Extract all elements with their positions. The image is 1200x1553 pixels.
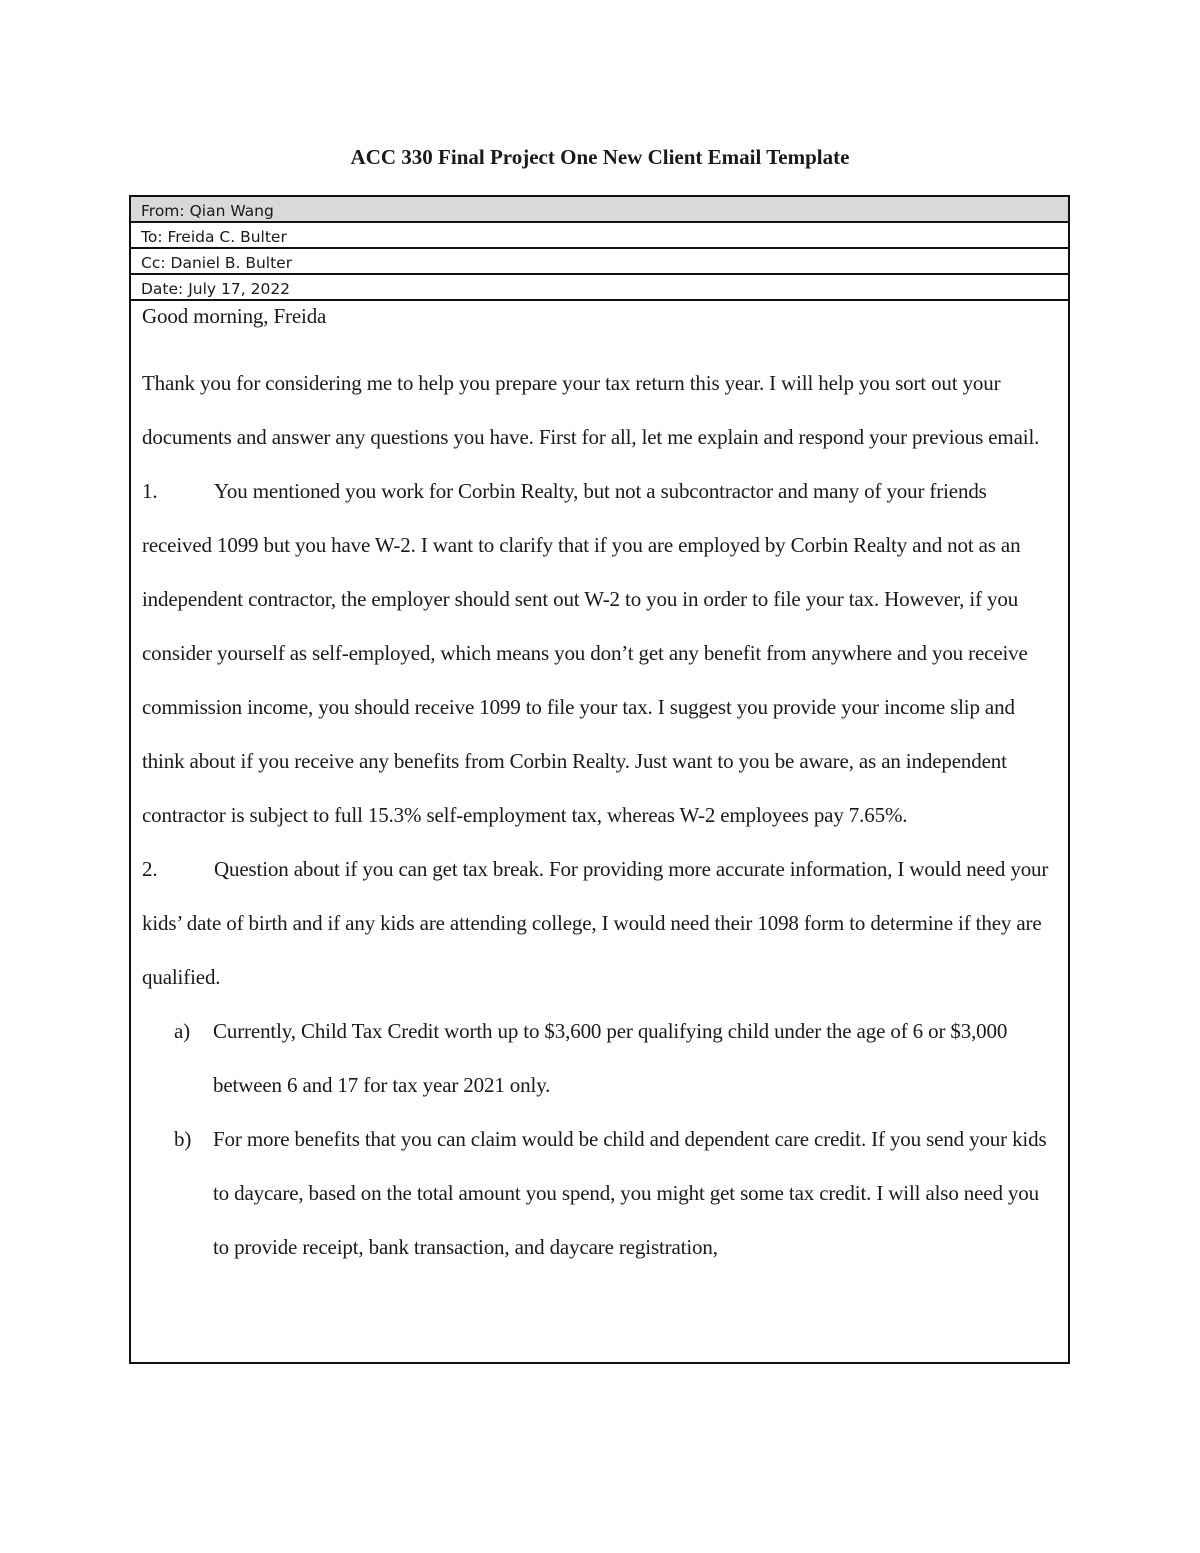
date-label: Date: [141, 280, 184, 298]
sub-item [142, 1112, 1058, 1274]
sub-item-letter: b) [174, 1127, 192, 1151]
to-row [131, 223, 1068, 249]
item-text: Question about if you can get tax break. For providing more accurate information, I would need your kids’ date of birth and if any kids are attending college, I would need their 1098 form to determine if they are qualified. [142, 857, 1049, 989]
date-row [131, 275, 1068, 301]
from-value: Qian Wang [189, 202, 274, 220]
to-label: To: [141, 228, 163, 246]
sub-item-text: For more benefits that you can claim would be child and dependent care credit. If you send your kids to daycare, based on the total amount you spend, you might get some tax credit. I will also need you to provide receipt, bank transaction, and daycare registration, [213, 1127, 1047, 1259]
cc-row [131, 249, 1068, 275]
email-template-table [129, 195, 1070, 1364]
item-number: 1. [142, 479, 158, 503]
sub-item-letter: a) [174, 1019, 191, 1043]
from-label: From: [141, 202, 185, 220]
to-value: Freida C. Bulter [167, 228, 287, 246]
date-value: July 17, 2022 [188, 280, 291, 298]
from-row [131, 197, 1068, 223]
greeting: Good morning, Freida [142, 304, 327, 328]
item-text: You mentioned you work for Corbin Realty, but not a subcontractor and many of your friends received 1099 but you have W-2. I want to clarify that if you are employed by Corbin Realty and not as an independent contractor, the employer should sent out W-2 to you in order to file your tax. However, if you consider yourself as self-employed, which means you don’t get any benefit from anywhere and you receive commission income, you should receive 1099 to file your tax. I suggest you provide your income slip and think about if you receive any benefits from Corbin Realty. Just want to you be aware, as an independent contractor is subject to full 15.3% self-employment tax, whereas W-2 employees pay 7.65%. [142, 479, 1028, 827]
intro-paragraph: Thank you for considering me to help you prepare your tax return this year. I will help you sort out your documents and answer any questions you have. First for all, let me explain and respond your previous email. [142, 371, 1040, 449]
sub-item-list [142, 1004, 1058, 1274]
numbered-item [142, 842, 1058, 1004]
email-body [131, 302, 1068, 1274]
cc-value: Daniel B. Bulter [170, 254, 293, 272]
numbered-item [142, 464, 1058, 842]
sub-item [142, 1004, 1058, 1112]
cc-label: Cc: [141, 254, 166, 272]
sub-item-text: Currently, Child Tax Credit worth up to $3,600 per qualifying child under the age of 6 or $3,000 between 6 and 17 for tax year 2021 only. [213, 1019, 1008, 1097]
item-number: 2. [142, 857, 158, 881]
page-title: ACC 330 Final Project One New Client Email Template [350, 145, 850, 169]
